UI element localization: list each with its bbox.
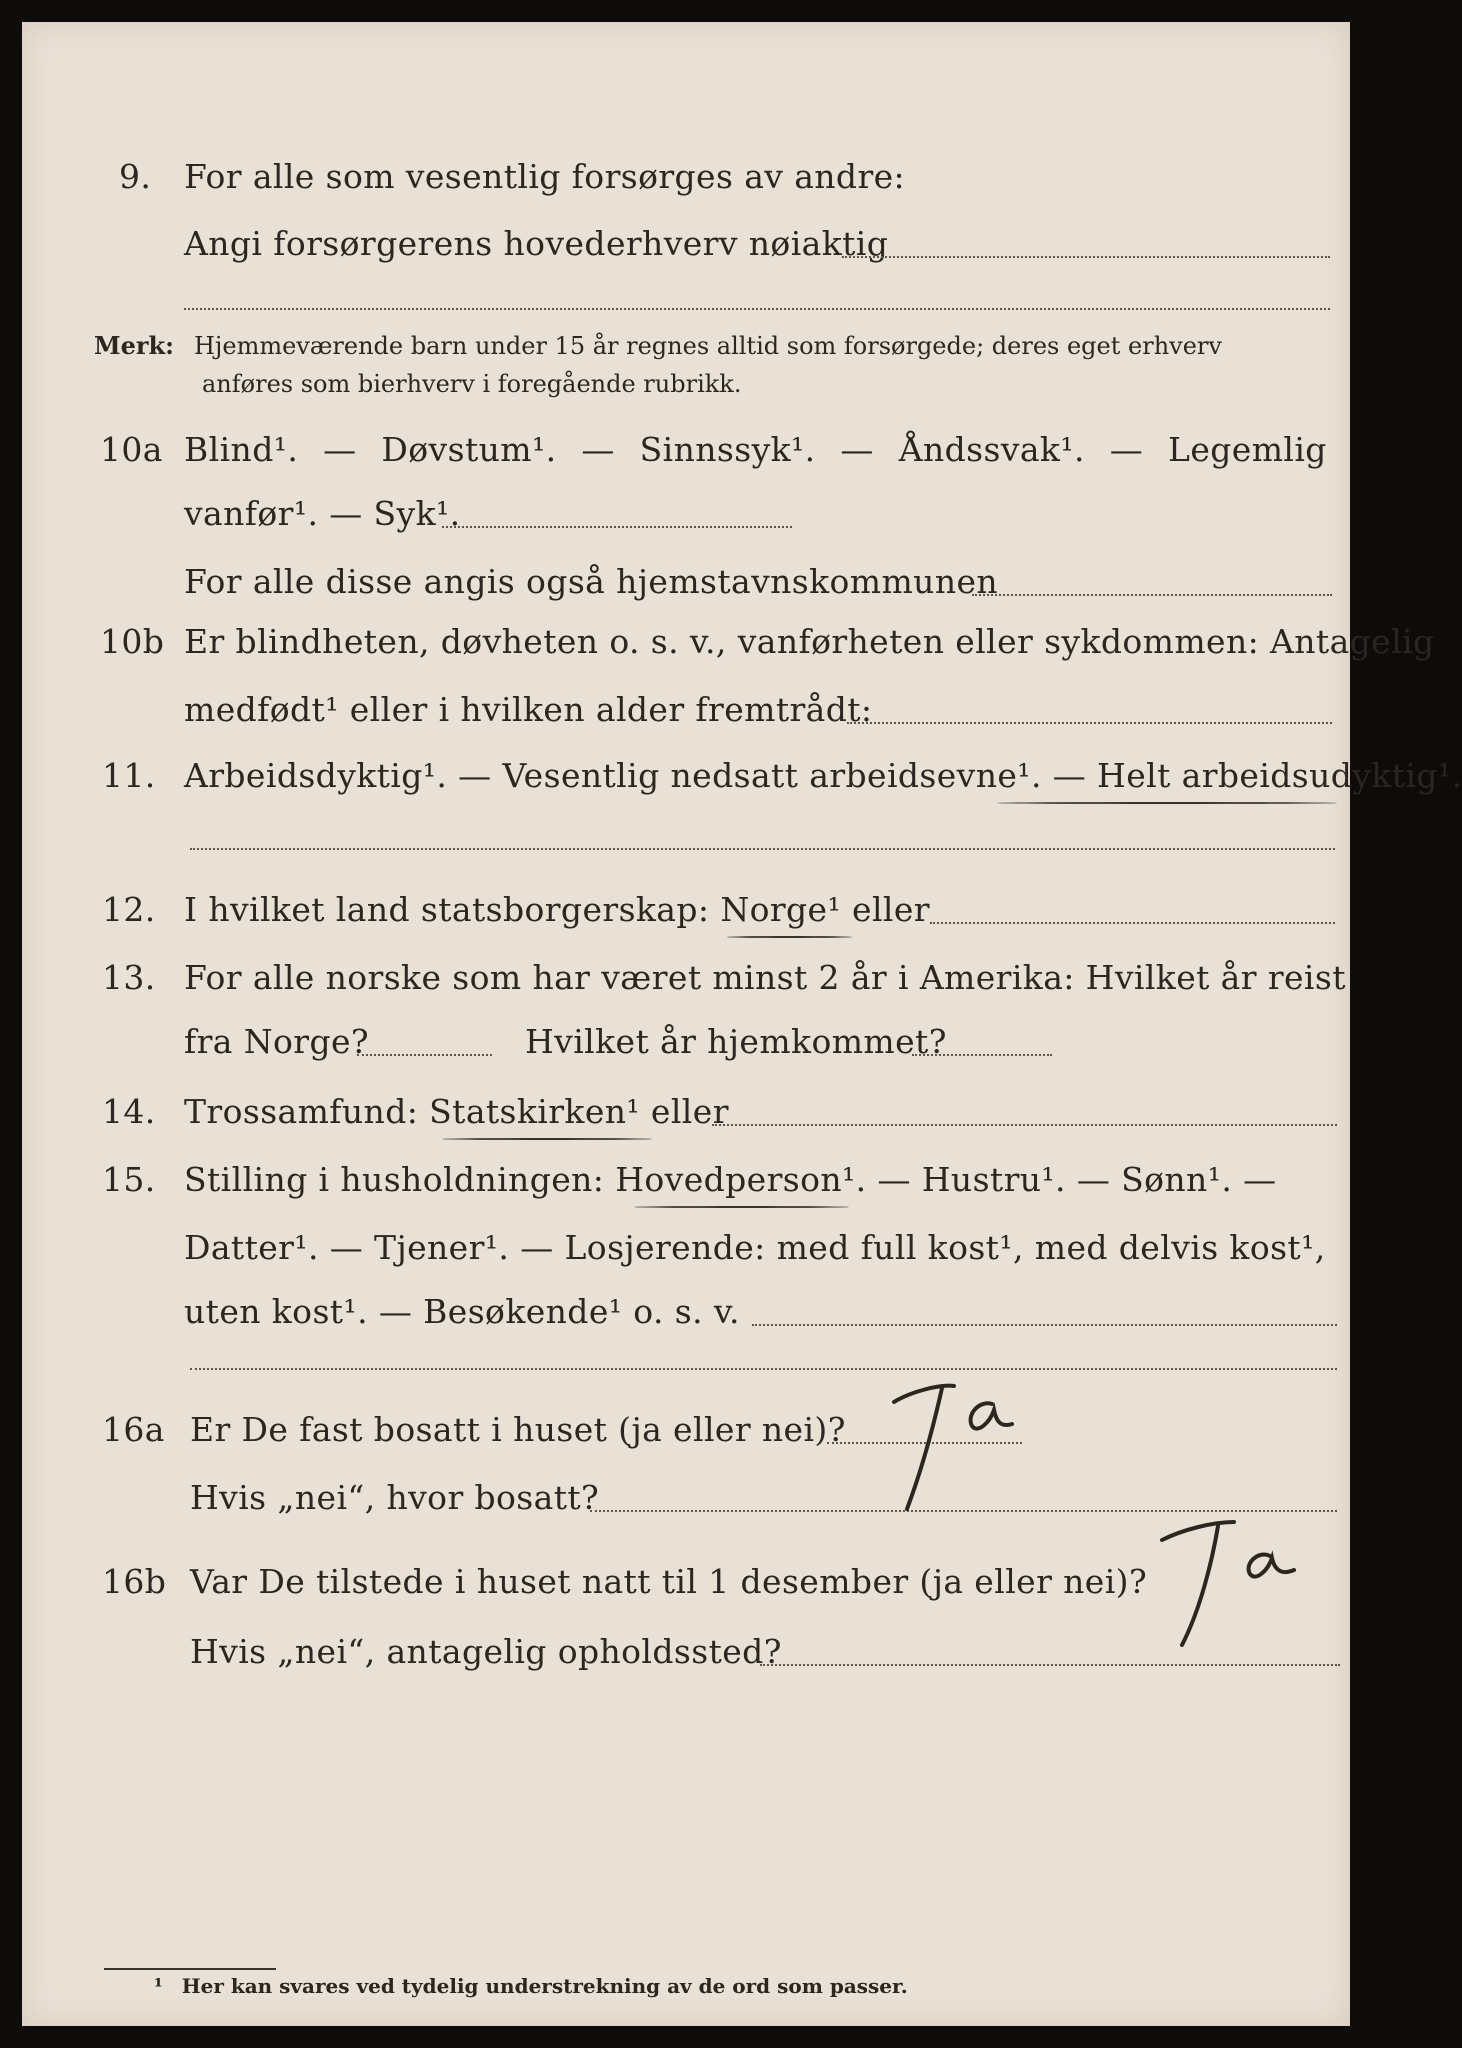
q14-or: eller bbox=[640, 1092, 729, 1131]
q14-row bbox=[22, 1082, 1350, 1142]
q16a-row1 bbox=[22, 1400, 1350, 1460]
q14-underline-mark bbox=[442, 1138, 652, 1140]
q11-options-text: Arbeidsdyktig¹. — Vesentlig nedsatt arbeidsevne¹. — bbox=[184, 756, 1098, 795]
q12-question bbox=[184, 880, 930, 940]
q13-emigrated-label: fra Norge? bbox=[184, 1022, 370, 1061]
q11-number: 11. bbox=[102, 756, 156, 795]
q9-number: 9. bbox=[119, 157, 152, 196]
q16b-whereabouts-label: Hvis „nei“, antagelig opholdssted? bbox=[190, 1632, 782, 1671]
q15-row3 bbox=[22, 1282, 1350, 1342]
q15-number: 15. bbox=[102, 1160, 156, 1199]
q10a-row2 bbox=[22, 484, 1350, 544]
q15-answer-line[interactable] bbox=[752, 1324, 1337, 1326]
q10a-number: 10a bbox=[100, 430, 163, 469]
q15-options-2: Datter¹. — Tjener¹. — Losjerende: med full kost¹, med delvis kost¹, bbox=[184, 1228, 1326, 1267]
q16a-residence-label: Hvis „nei“, hvor bosatt? bbox=[190, 1478, 600, 1517]
q12-number: 12. bbox=[102, 890, 156, 929]
q16a-answer-text: Ja bbox=[862, 1374, 863, 1375]
q10b-answer-line[interactable] bbox=[847, 722, 1332, 724]
q9-row2 bbox=[22, 214, 1350, 274]
q11-underline-mark bbox=[997, 802, 1337, 804]
footnote-mark: ¹ bbox=[154, 1974, 163, 1998]
q14-answer-line[interactable] bbox=[712, 1124, 1337, 1126]
footnote-text: Her kan svares ved tydelig understrekning av de ord som passer. bbox=[181, 1974, 908, 1998]
q10a-conditions: Blind¹. — Døvstum¹. — Sinnssyk¹. — Åndssvak¹. — Legemlig bbox=[184, 430, 1327, 469]
q16a-handwritten-answer bbox=[862, 1374, 1042, 1524]
merk-line1: Hjemmeværende barn under 15 år regnes alltid som forsørgede; deres eget erhverv bbox=[194, 332, 1222, 360]
q15-other-options: — Hustru¹. — Sønn¹. — bbox=[866, 1160, 1277, 1199]
q10b-row1 bbox=[22, 612, 1435, 672]
q10a-home-municipality-label: For alle disse angis også hjemstavnskommunen bbox=[184, 562, 999, 601]
q15-underline-mark bbox=[634, 1206, 849, 1208]
q16b-question: Var De tilstede i huset natt til 1 desember (ja eller nei)? bbox=[190, 1562, 1148, 1601]
q10a-conditions-2: vanfør¹. — Syk¹. bbox=[184, 494, 461, 533]
q14-selected-option[interactable]: Statskirken¹ bbox=[429, 1092, 641, 1131]
q12-or: eller bbox=[841, 890, 930, 929]
merk-label: Merk: bbox=[94, 331, 174, 360]
q11-row bbox=[22, 746, 1462, 806]
q10a-municipality-line[interactable] bbox=[972, 594, 1332, 596]
q16a-question: Er De fast bosatt i huset (ja eller nei)? bbox=[190, 1410, 846, 1449]
merk-line2: anføres som bierhverv i foregående rubrikk. bbox=[202, 370, 742, 398]
q10a-answer-line[interactable] bbox=[442, 526, 792, 528]
q14-label: Trossamfund: bbox=[184, 1092, 430, 1131]
q10b-number: 10b bbox=[100, 622, 165, 661]
q13-number: 13. bbox=[102, 958, 156, 997]
q13-emigrated-line[interactable] bbox=[357, 1054, 492, 1056]
q9-row1 bbox=[22, 147, 1350, 207]
q11-options bbox=[184, 746, 1462, 806]
q15-answer-line-2[interactable] bbox=[190, 1368, 1337, 1370]
q10b-onset-label: medfødt¹ eller i hvilken alder fremtrådt: bbox=[184, 690, 873, 729]
census-form-page bbox=[22, 22, 1462, 2026]
merk-note bbox=[94, 328, 1334, 408]
q15-question bbox=[184, 1150, 1277, 1210]
q14-number: 14. bbox=[102, 1092, 156, 1131]
q12-underline-mark bbox=[727, 936, 852, 938]
q10a-row3 bbox=[22, 552, 1350, 612]
q9-question: For alle som vesentlig forsørges av andre: bbox=[184, 157, 906, 196]
q9-answer-line-2[interactable] bbox=[184, 308, 1330, 310]
q9-answer-line[interactable] bbox=[842, 256, 1330, 258]
q15-label: Stilling i husholdningen: bbox=[184, 1160, 616, 1199]
q12-selected-option[interactable]: Norge¹ bbox=[720, 890, 842, 929]
q13-row1 bbox=[22, 948, 1350, 1008]
q10a-row1 bbox=[22, 420, 1350, 480]
q11-selected-option[interactable]: Helt arbeidsudyktig¹. bbox=[1097, 756, 1462, 795]
q15-options-3: uten kost¹. — Besøkende¹ o. s. v. bbox=[184, 1292, 740, 1331]
footnote-rule bbox=[104, 1968, 276, 1970]
q15-selected-option[interactable]: Hovedperson¹. bbox=[615, 1160, 867, 1199]
q12-label: I hvilket land statsborgerskap: bbox=[184, 890, 721, 929]
q13-returned-label: Hvilket år hjemkommet? bbox=[525, 1022, 947, 1061]
q16b-number: 16b bbox=[102, 1562, 167, 1601]
q10b-question: Er blindheten, døvheten o. s. v., vanførheten eller sykdommen: Antagelig bbox=[184, 622, 1435, 661]
q16a-number: 16a bbox=[102, 1410, 165, 1449]
q9-provider-occupation-label: Angi forsørgerens hovederhverv nøiaktig bbox=[184, 224, 889, 263]
q15-row2 bbox=[22, 1218, 1350, 1278]
q12-row bbox=[22, 880, 1350, 940]
q13-row2 bbox=[22, 1012, 1350, 1072]
q15-row1 bbox=[22, 1150, 1350, 1210]
q13-question: For alle norske som har været minst 2 år i Amerika: Hvilket år reist bbox=[184, 958, 1346, 997]
q10b-row2 bbox=[22, 680, 1350, 740]
q12-answer-line[interactable] bbox=[930, 922, 1335, 924]
q16b-answer-text: Ja bbox=[1142, 1510, 1143, 1511]
q16b-handwritten-answer bbox=[1142, 1510, 1322, 1660]
q13-returned-line[interactable] bbox=[912, 1054, 1052, 1056]
footnote bbox=[154, 1974, 908, 1998]
q11-answer-line[interactable] bbox=[190, 848, 1335, 850]
q16b-answer-line[interactable] bbox=[760, 1664, 1340, 1666]
q14-question bbox=[184, 1082, 729, 1142]
